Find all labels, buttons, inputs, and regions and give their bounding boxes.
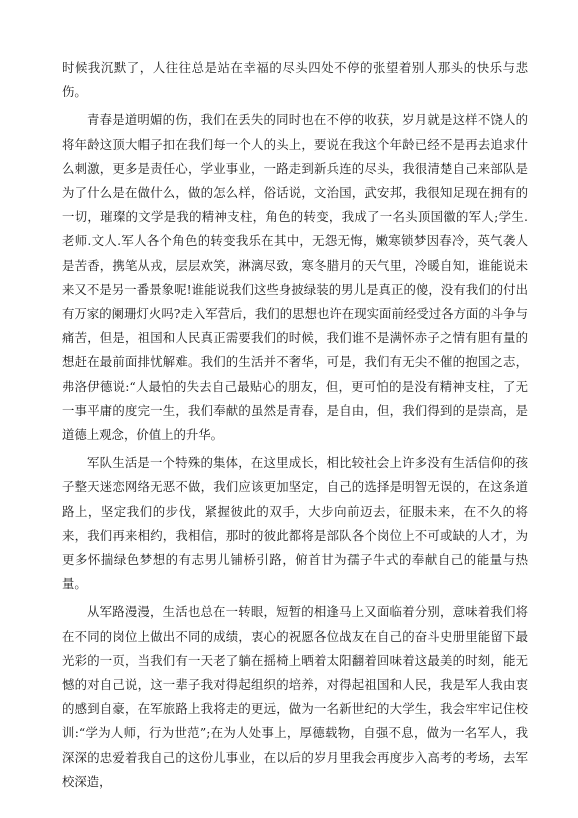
paragraph-4: 从军路漫漫，生活也总在一转眼，短暂的相逢马上又面临着分别，意味着我们将在不同的岗位上做出不同的成绩，衷心的祝愿各位战友在自己的奋斗史册里能留下最光彩的一页，当我们有一天老了躺在摇椅上晒着太阳翻着回味着这最美的时刻，能无憾的对自己说，这一辈子我对得起组织的培养，对得起祖国和人民，我是军人我由衷的感到自豪，在军旅路上我将走的更远，做为一名新世纪的大学生，我会牢牢记住校训:“学为人师，行为世范”;在为人处事上，厚德载物，自强不息，做为一名军人，我深深的忠爱着我自己的这份儿事业，在以后的岁月里我会再度步入高考的考场，去军校深造， [62,604,528,789]
paragraph-2: 青春是道明媚的伤，我们在丢失的同时也在不停的收获，岁月就是这样不饶人的将年龄这顶大帽子扣在我们每一个人的头上，要说在我这个年龄已经不是再去追求什么刺激，更多是责任心，学业事业，一路走到新兵连的尽头，我很清楚自己来部队是为了什么是在做什么，做的怎么样，俗话说，文治国，武安邦，我很知足现在拥有的一切，璀璨的文学是我的精神支柱，角色的转变，我成了一名头顶国徽的军人;学生.老师.文人.军人各个角色的转变我乐在其中，无怨无悔，嫩寒锁梦因春冷，英气袭人是苦香，携笔从戎，层层欢笑，淋漓尽致，寒冬腊月的天气里，冷暖自知，谁能说未来又不是另一番景象呢!谁能说我们这些身披绿装的男儿是真正的傻，没有我们的付出有万家的阑珊灯火吗?走入军营后，我们的思想也许在现实面前经受过各方面的斗争与痛苦，但是，祖国和人民真正需要我们的时候，我们谁不是满怀赤子之情有胆有量的想赶在最前面排忧解难。我们的生活并不奢华，可是，我们有无尖不催的抱国之志，弗洛伊德说:“人最怕的失去自己最贴心的朋友，但，更可怕的是没有精神支柱，了无一事平庸的度完一生，我们奉献的虽然是青春，是自由，但，我们得到的是崇高，是道德上观念，价值上的升华。 [62,112,528,443]
paragraph-3: 军队生活是一个特殊的集体，在这里成长，相比较社会上许多没有生活信仰的孩子整天迷恋网络无恶不做，我们应该更加坚定，自己的选择是明智无误的，在这条道路上，坚定我们的步伐，紧握彼此的双手，大步向前迈去，征服未来，在不久的将来，我们再来相约，我相信，那时的彼此都将是部队各个岗位上不可或缺的人才，为更多怀揣绿色梦想的有志男儿铺桥引路，俯首甘为孺子牛式的奉献自己的能量与热量。 [62,455,528,592]
paragraph-1: 时候我沉默了，人往往总是站在幸福的尽头四处不停的张望着别人那头的快乐与悲伤。 [62,60,528,100]
article-body [62,56,528,798]
